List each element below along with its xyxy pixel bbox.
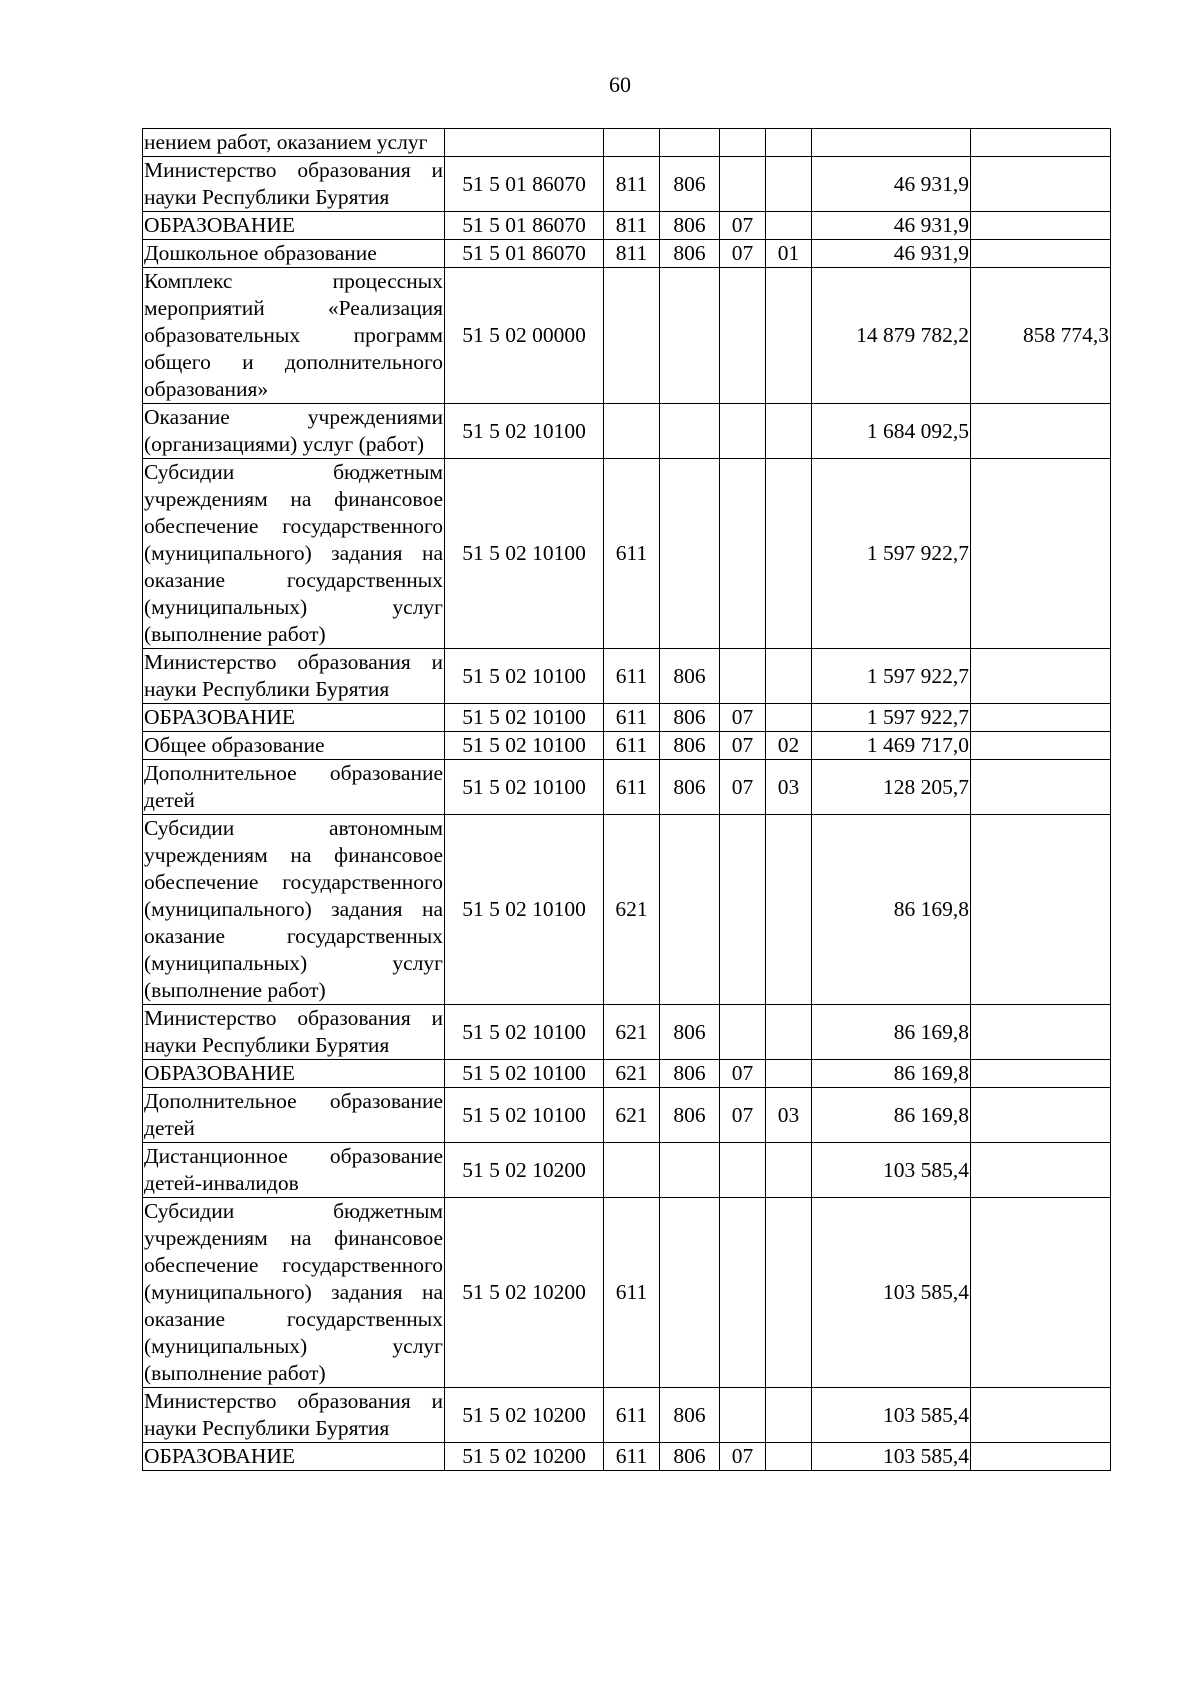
- row-rz-cell: 07: [720, 1088, 766, 1143]
- row-grbs-cell: [660, 404, 720, 459]
- row-name-cell: Оказание учреждениями (организациями) услуг (работ): [143, 404, 445, 459]
- row-name-cell: Общее образование: [143, 732, 445, 760]
- row-code-cell: 51 5 02 10100: [445, 649, 604, 704]
- row-rz-cell: [720, 129, 766, 157]
- row-grbs-cell: 806: [660, 1443, 720, 1471]
- row-code-cell: 51 5 02 10100: [445, 1005, 604, 1060]
- row-name-cell: Дистанционное образование детей-инвалидов: [143, 1143, 445, 1198]
- row-extra-cell: [971, 157, 1111, 212]
- row-code-cell: 51 5 02 10100: [445, 459, 604, 649]
- row-pr-cell: 03: [766, 1088, 812, 1143]
- row-grbs-cell: 806: [660, 1088, 720, 1143]
- row-sum-cell: 1 469 717,0: [812, 732, 971, 760]
- row-vr-cell: 621: [604, 1088, 660, 1143]
- row-name-cell: нением работ, оказанием услуг: [143, 129, 445, 157]
- row-pr-cell: [766, 815, 812, 1005]
- row-name-cell: ОБРАЗОВАНИЕ: [143, 212, 445, 240]
- row-vr-cell: 611: [604, 760, 660, 815]
- row-name-cell: ОБРАЗОВАНИЕ: [143, 1060, 445, 1088]
- row-vr-cell: 811: [604, 157, 660, 212]
- row-sum-cell: 86 169,8: [812, 1060, 971, 1088]
- row-rz-cell: 07: [720, 732, 766, 760]
- table-row: [143, 732, 1111, 760]
- row-rz-cell: [720, 1005, 766, 1060]
- row-name-cell: ОБРАЗОВАНИЕ: [143, 704, 445, 732]
- row-extra-cell: [971, 1143, 1111, 1198]
- row-grbs-cell: [660, 1143, 720, 1198]
- row-code-cell: 51 5 01 86070: [445, 157, 604, 212]
- row-extra-cell: [971, 649, 1111, 704]
- row-name-cell: Комплекс процессных мероприятий «Реализация образовательных программ общего и дополнительного образования»: [143, 268, 445, 404]
- row-vr-cell: 611: [604, 1198, 660, 1388]
- row-pr-cell: [766, 1005, 812, 1060]
- row-rz-cell: [720, 1388, 766, 1443]
- row-grbs-cell: 806: [660, 760, 720, 815]
- row-sum-cell: 1 684 092,5: [812, 404, 971, 459]
- table-row: [143, 129, 1111, 157]
- row-sum-cell: 1 597 922,7: [812, 704, 971, 732]
- row-vr-cell: 811: [604, 212, 660, 240]
- row-sum-cell: 46 931,9: [812, 240, 971, 268]
- row-name-cell: Субсидии бюджетным учреждениям на финансовое обеспечение государственного (муниципального) задания на оказание государственных (муниципальных) услуг (выполнение работ): [143, 459, 445, 649]
- row-sum-cell: 14 879 782,2: [812, 268, 971, 404]
- row-code-cell: 51 5 02 10100: [445, 1060, 604, 1088]
- row-sum-cell: 103 585,4: [812, 1143, 971, 1198]
- row-extra-cell: [971, 815, 1111, 1005]
- row-pr-cell: 02: [766, 732, 812, 760]
- row-extra-cell: [971, 732, 1111, 760]
- row-code-cell: 51 5 02 10100: [445, 704, 604, 732]
- row-extra-cell: [971, 760, 1111, 815]
- row-grbs-cell: 806: [660, 157, 720, 212]
- row-extra-cell: [971, 1005, 1111, 1060]
- row-grbs-cell: [660, 1198, 720, 1388]
- page-number: 60: [609, 72, 631, 97]
- row-pr-cell: [766, 459, 812, 649]
- row-pr-cell: [766, 1143, 812, 1198]
- row-code-cell: 51 5 02 10100: [445, 404, 604, 459]
- row-code-cell: 51 5 01 86070: [445, 240, 604, 268]
- row-code-cell: 51 5 02 10100: [445, 760, 604, 815]
- table-body: [143, 129, 1111, 1471]
- row-rz-cell: 07: [720, 1060, 766, 1088]
- row-vr-cell: 811: [604, 240, 660, 268]
- table-row: [143, 704, 1111, 732]
- row-grbs-cell: 806: [660, 704, 720, 732]
- row-code-cell: 51 5 02 10200: [445, 1388, 604, 1443]
- row-pr-cell: [766, 649, 812, 704]
- row-grbs-cell: 806: [660, 240, 720, 268]
- row-pr-cell: [766, 1060, 812, 1088]
- table-row: [143, 240, 1111, 268]
- row-vr-cell: 621: [604, 1060, 660, 1088]
- row-rz-cell: 07: [720, 1443, 766, 1471]
- row-vr-cell: 621: [604, 815, 660, 1005]
- row-name-cell: Министерство образования и науки Республики Бурятия: [143, 157, 445, 212]
- row-extra-cell: 858 774,3: [971, 268, 1111, 404]
- row-grbs-cell: 806: [660, 212, 720, 240]
- row-vr-cell: [604, 1143, 660, 1198]
- row-extra-cell: [971, 1388, 1111, 1443]
- row-rz-cell: [720, 268, 766, 404]
- row-grbs-cell: 806: [660, 732, 720, 760]
- row-vr-cell: [604, 129, 660, 157]
- row-vr-cell: 611: [604, 649, 660, 704]
- row-pr-cell: 03: [766, 760, 812, 815]
- row-extra-cell: [971, 240, 1111, 268]
- table-row: [143, 1143, 1111, 1198]
- row-sum-cell: [812, 129, 971, 157]
- table-row: [143, 760, 1111, 815]
- table-row: [143, 1088, 1111, 1143]
- row-extra-cell: [971, 129, 1111, 157]
- table-row: [143, 212, 1111, 240]
- row-pr-cell: [766, 704, 812, 732]
- row-name-cell: Министерство образования и науки Республики Бурятия: [143, 649, 445, 704]
- table-row: [143, 157, 1111, 212]
- row-code-cell: 51 5 02 10200: [445, 1443, 604, 1471]
- table-row: [143, 815, 1111, 1005]
- table-row: [143, 1198, 1111, 1388]
- row-name-cell: ОБРАЗОВАНИЕ: [143, 1443, 445, 1471]
- table-row: [143, 1388, 1111, 1443]
- row-code-cell: 51 5 01 86070: [445, 212, 604, 240]
- row-extra-cell: [971, 212, 1111, 240]
- row-sum-cell: 1 597 922,7: [812, 459, 971, 649]
- row-rz-cell: [720, 157, 766, 212]
- row-vr-cell: 621: [604, 1005, 660, 1060]
- row-grbs-cell: 806: [660, 649, 720, 704]
- table-row: [143, 1060, 1111, 1088]
- row-sum-cell: 86 169,8: [812, 815, 971, 1005]
- row-grbs-cell: 806: [660, 1005, 720, 1060]
- row-pr-cell: [766, 157, 812, 212]
- row-grbs-cell: [660, 268, 720, 404]
- row-code-cell: 51 5 02 00000: [445, 268, 604, 404]
- row-sum-cell: 86 169,8: [812, 1005, 971, 1060]
- row-rz-cell: 07: [720, 760, 766, 815]
- row-pr-cell: [766, 1443, 812, 1471]
- row-code-cell: 51 5 02 10100: [445, 815, 604, 1005]
- table-row: [143, 649, 1111, 704]
- row-rz-cell: [720, 459, 766, 649]
- row-extra-cell: [971, 1198, 1111, 1388]
- row-sum-cell: 103 585,4: [812, 1198, 971, 1388]
- row-extra-cell: [971, 1443, 1111, 1471]
- row-name-cell: Министерство образования и науки Республики Бурятия: [143, 1388, 445, 1443]
- row-vr-cell: [604, 268, 660, 404]
- row-vr-cell: 611: [604, 1443, 660, 1471]
- row-grbs-cell: [660, 815, 720, 1005]
- row-code-cell: 51 5 02 10200: [445, 1143, 604, 1198]
- row-vr-cell: [604, 404, 660, 459]
- row-pr-cell: 01: [766, 240, 812, 268]
- row-sum-cell: 1 597 922,7: [812, 649, 971, 704]
- row-sum-cell: 46 931,9: [812, 157, 971, 212]
- table-row: [143, 404, 1111, 459]
- row-name-cell: Дополнительное образование детей: [143, 1088, 445, 1143]
- row-extra-cell: [971, 459, 1111, 649]
- row-sum-cell: 103 585,4: [812, 1443, 971, 1471]
- row-code-cell: [445, 129, 604, 157]
- row-rz-cell: [720, 404, 766, 459]
- row-code-cell: 51 5 02 10100: [445, 732, 604, 760]
- row-vr-cell: 611: [604, 1388, 660, 1443]
- row-grbs-cell: 806: [660, 1388, 720, 1443]
- row-code-cell: 51 5 02 10200: [445, 1198, 604, 1388]
- row-sum-cell: 128 205,7: [812, 760, 971, 815]
- row-name-cell: Субсидии автономным учреждениям на финансовое обеспечение государственного (муниципального) задания на оказание государственных (муниципальных) услуг (выполнение работ): [143, 815, 445, 1005]
- row-grbs-cell: [660, 459, 720, 649]
- row-code-cell: 51 5 02 10100: [445, 1088, 604, 1143]
- row-extra-cell: [971, 404, 1111, 459]
- budget-table: [142, 128, 1111, 1471]
- row-pr-cell: [766, 1388, 812, 1443]
- row-pr-cell: [766, 1198, 812, 1388]
- row-name-cell: Дошкольное образование: [143, 240, 445, 268]
- row-extra-cell: [971, 1060, 1111, 1088]
- row-vr-cell: 611: [604, 459, 660, 649]
- table-row: [143, 268, 1111, 404]
- row-vr-cell: 611: [604, 732, 660, 760]
- row-name-cell: Субсидии бюджетным учреждениям на финансовое обеспечение государственного (муниципального) задания на оказание государственных (муниципальных) услуг (выполнение работ): [143, 1198, 445, 1388]
- row-rz-cell: 07: [720, 212, 766, 240]
- row-pr-cell: [766, 404, 812, 459]
- row-name-cell: Министерство образования и науки Республики Бурятия: [143, 1005, 445, 1060]
- row-pr-cell: [766, 212, 812, 240]
- row-grbs-cell: [660, 129, 720, 157]
- row-rz-cell: [720, 1143, 766, 1198]
- row-rz-cell: [720, 649, 766, 704]
- row-vr-cell: 611: [604, 704, 660, 732]
- table-row: [143, 1005, 1111, 1060]
- row-rz-cell: 07: [720, 704, 766, 732]
- row-pr-cell: [766, 268, 812, 404]
- row-sum-cell: 103 585,4: [812, 1388, 971, 1443]
- row-extra-cell: [971, 704, 1111, 732]
- row-grbs-cell: 806: [660, 1060, 720, 1088]
- table-row: [143, 1443, 1111, 1471]
- row-sum-cell: 46 931,9: [812, 212, 971, 240]
- row-rz-cell: [720, 1198, 766, 1388]
- row-sum-cell: 86 169,8: [812, 1088, 971, 1143]
- row-pr-cell: [766, 129, 812, 157]
- row-rz-cell: [720, 815, 766, 1005]
- row-name-cell: Дополнительное образование детей: [143, 760, 445, 815]
- row-extra-cell: [971, 1088, 1111, 1143]
- table-row: [143, 459, 1111, 649]
- row-rz-cell: 07: [720, 240, 766, 268]
